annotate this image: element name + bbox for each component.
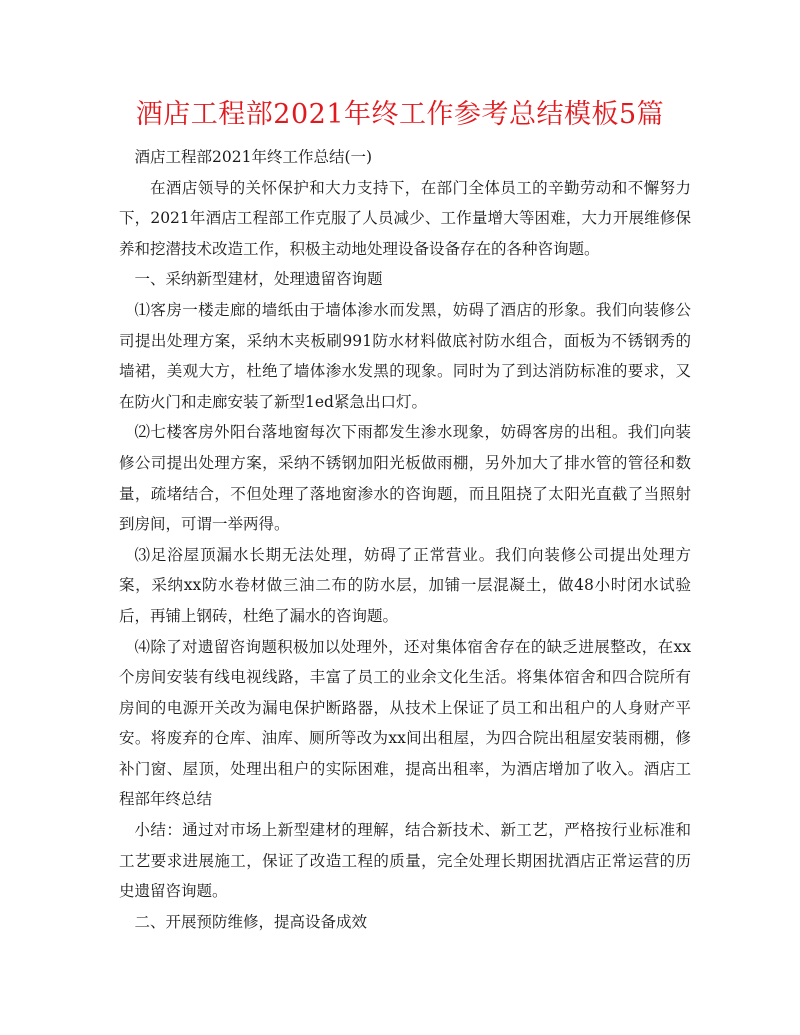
paragraph-item-3: ⑶足浴屋顶漏水长期无法处理，妨碍了正常营业。我们向装修公司提出处理方案，采纳xx防水卷材做三油二布的防水层，加铺一层混凝土，做48小时闭水试验后，再铺上钢砖，杜绝了漏水的咨询题。 — [119, 545, 691, 625]
paragraph-summary: 小结：通过对市场上新型建材的理解，结合新技术、新工艺，严格按行业标准和工艺要求进展施工，保证了改造工程的质量，完全处理长期困扰酒店正常运营的历史遗留咨询题。 — [119, 821, 691, 901]
document-body — [119, 142, 691, 937]
paragraph-item-4: ⑷除了对遗留咨询题积极加以处理外，还对集体宿舍存在的缺乏进展整改，在xx个房间安装有线电视线路，丰富了员工的业余文化生活。将集体宿舍和四合院所有房间的电源开关改为漏电保护断路器，从技术上保证了员工和出租户的人身财产平安。将废弃的仓库、油库、厕所等改为xx间出租屋，为四合院出租屋安装雨棚，修补门窗、屋顶，处理出租户的实际困难，提高出租率，为酒店增加了收入。酒店工程部年终总结 — [119, 637, 691, 809]
section-heading-one: 一、采纳新型建材，处理遗留咨询题 — [134, 270, 383, 289]
paragraph-intro: 在酒店领导的关怀保护和大力支持下，在部门全体员工的辛勤劳动和不懈努力下，2021年酒店工程部工作克服了人员减少、工作量增大等困难，大力开展维修保养和挖潜技术改造工作，积极主动地处理设备设备存在的各种咨询题。 — [119, 178, 691, 258]
section-heading-two: 二、开展预防维修，提高设备成效 — [134, 912, 368, 931]
document-title: 酒店工程部2021年终工作参考总结模板5篇 — [135, 99, 665, 130]
paragraph-item-1: ⑴客房一楼走廊的墙纸由于墙体渗水而发黑，妨碍了酒店的形象。我们向装修公司提出处理方案，采纳木夹板刷991防水材料做底衬防水组合，面板为不锈钢秀的墙裙，美观大方，杜绝了墙体渗水发黑的现象。同时为了到达消防标准的要求，又在防火门和走廊安装了新型1ed紧急出口灯。 — [119, 300, 691, 411]
section-heading-summary-one: 酒店工程部2021年终工作总结(一) — [134, 148, 373, 166]
paragraph-item-2: ⑵七楼客房外阳台落地窗每次下雨都发生渗水现象，妨碍客房的出租。我们向装修公司提出处理方案，采纳不锈钢加阳光板做雨棚，另外加大了排水管的管径和数量，疏堵结合，不但处理了落地窗渗水的咨询题，而且阻挠了太阳光直截了当照射到房间，可谓一举两得。 — [119, 423, 691, 534]
